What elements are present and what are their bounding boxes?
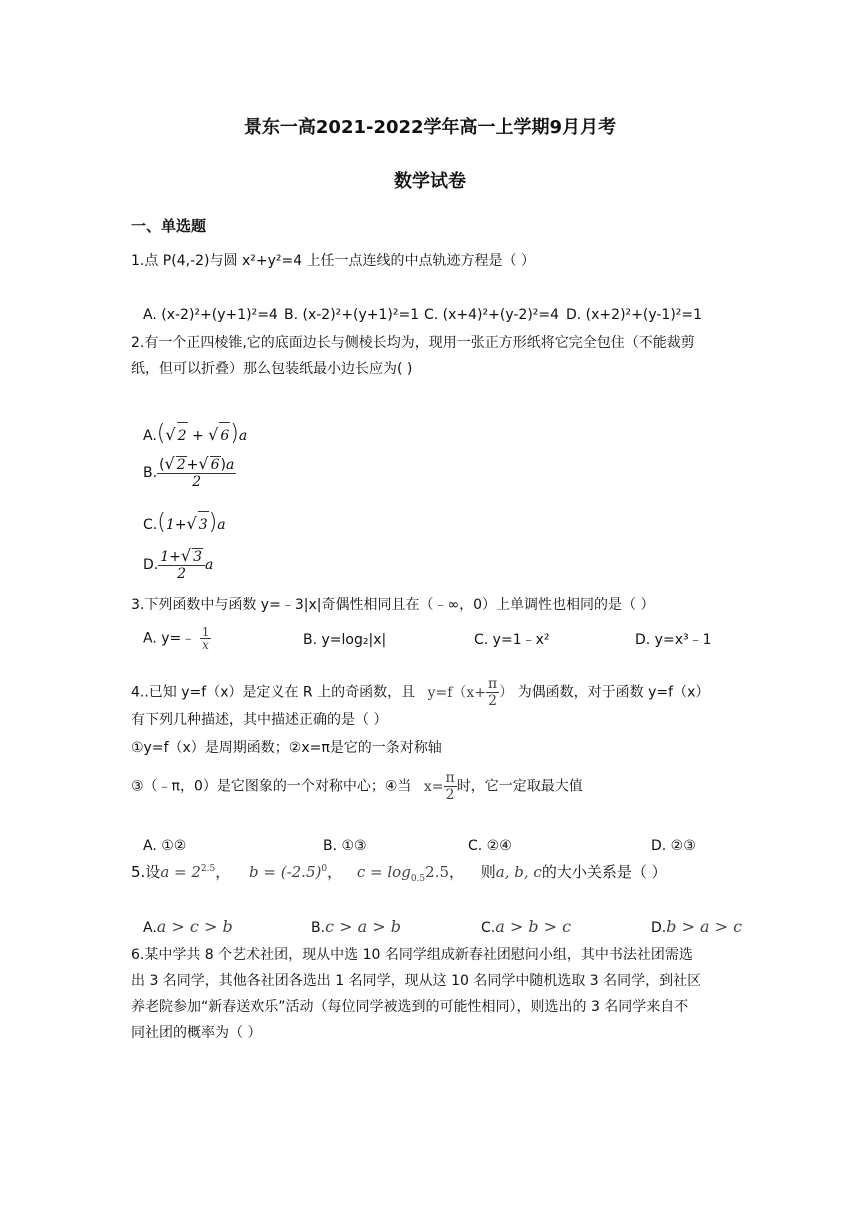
- q4-option-b: B. ①③: [323, 838, 367, 854]
- q2-stem-line2: 纸，但可以折叠）那么包装纸最小边长应为( ): [131, 361, 413, 377]
- q5-expr-c: [356, 863, 449, 884]
- q3-option-a: [143, 626, 211, 651]
- q2-c-plus: +: [174, 517, 187, 533]
- q2-b-fraction: $\frac{(√ 2+√ 6)a}{2}$: [159, 454, 235, 490]
- q4-line4-two: 2: [445, 787, 455, 803]
- q4-line4-fraction: [444, 770, 457, 803]
- q2-a-label: A.: [143, 428, 157, 444]
- q4-line4-math: x=: [423, 778, 444, 795]
- q5-expr-c-sub: 0.5: [410, 874, 426, 884]
- q2-c-sqrt3: 3: [198, 511, 209, 538]
- q4-line4-end: 时，它一定取最大值: [456, 778, 583, 795]
- q4-line4-start: ③（﹣π，0）是它图象的一个对称中心；④当: [131, 778, 412, 795]
- q1-option-a: A. (x-2)²+(y+1)²=4: [143, 307, 278, 323]
- q3-option-c: C. y=1﹣x²: [474, 632, 550, 648]
- q5-option-c: [481, 917, 571, 938]
- q2-b-var: a: [225, 457, 235, 473]
- exam-subtitle: 数学试卷: [394, 171, 466, 192]
- q2-b-plus: +: [186, 457, 199, 473]
- q1-stem: 1.点 P(4,-2)与圆 x²+y²=4 上任一点连线的中点轨迹方程是（ ）: [131, 253, 536, 269]
- q2-d-fraction: $\frac{1+√ 3}{2}$: [158, 548, 205, 582]
- q6-stem-line2: 出 3 名同学，其他各社团各选出 1 名同学，现从这 10 名同学中随机选取 3 名同学，到社区: [131, 973, 702, 989]
- q2-b-sqrt6: 6: [210, 457, 220, 473]
- q5-a-label: A.: [143, 920, 157, 936]
- q4-stem-line3: ①y=f（x）是周期函数；②x=π是它的一条对称轴: [131, 740, 442, 756]
- q1-option-b: B. (x-2)²+(y+1)²=1: [284, 307, 420, 323]
- section-heading: 一、单选题: [131, 217, 207, 235]
- q5-option-a: [143, 917, 233, 938]
- q6-stem-line4: 同社团的概率为（ ）: [131, 1025, 262, 1041]
- q2-a-sqrt6: 6: [219, 422, 230, 449]
- q4-two: 2: [488, 693, 498, 709]
- q3-stem: 3.下列函数中与函数 y=﹣3|x|奇偶性相同且在（﹣∞，0）上单调性也相同的是（ ）: [131, 597, 655, 613]
- q2-d-den: 2: [177, 566, 187, 582]
- q5-expr-c-arg: 2.5: [425, 863, 449, 881]
- q4-stem-line2: 有下列几种描述，其中描述正确的是（ ）: [131, 712, 388, 728]
- q4-option-d: D. ②③: [651, 838, 696, 854]
- q2-a-var: a: [238, 428, 248, 444]
- q5-option-d: [651, 917, 742, 938]
- q1-option-d: D. (x+2)²+(y-1)²=1: [566, 307, 703, 323]
- q5-expr-a-exp: 2.5: [200, 864, 216, 874]
- q5-mid: 则: [480, 863, 496, 881]
- q4-stem-end: 为偶函数，对于函数 y=f（x）: [517, 684, 710, 701]
- q2-d-label: D.: [143, 557, 159, 573]
- q4-stem-math: y=f（x+: [427, 684, 487, 701]
- q4-stem-line4: [131, 770, 583, 803]
- q4-stem-start: 4..已知 y=f（x）是定义在 R 上的奇函数，且: [131, 684, 416, 701]
- q5-d-label: D.: [651, 920, 667, 936]
- q2-d-one: 1: [160, 549, 170, 565]
- q2-d-var: a: [205, 557, 214, 573]
- q4-option-c: C. ②④: [468, 838, 512, 854]
- q2-option-b: [143, 456, 236, 490]
- q5-expr-b-exp: 0: [321, 864, 328, 874]
- q2-c-var: a: [217, 517, 226, 533]
- q2-b-label: B.: [143, 465, 158, 481]
- q5-vars: a, b, c: [495, 863, 542, 881]
- q6-stem-line3: 养老院参加“新春送欢乐”活动（每位同学被选到的可能性相同），则选出的 3 名同学来自不: [131, 999, 689, 1015]
- q3-a-prefix: A. y=﹣: [143, 630, 196, 647]
- exam-title: 景东一高2021-2022学年高一上学期9月月考: [243, 117, 617, 138]
- q2-option-a: A.(√ 2 + √ 6)a: [143, 421, 247, 449]
- q2-option-c: C.(1+√ 3)a: [143, 510, 226, 538]
- q5-c-label: C.: [481, 920, 496, 936]
- q5-a-math: a > c > b: [156, 917, 233, 936]
- q5-expr-a: [160, 863, 215, 881]
- q1-option-c: C. (x+4)²+(y-2)²=4: [424, 307, 560, 323]
- q3-option-d: D. y=x³﹣1: [635, 632, 712, 648]
- q5-expr-c-base: c = log: [356, 863, 411, 881]
- q6-stem-line1: 6.某中学共 8 个艺术社团，现从中选 10 名同学组成新春社团慰问小组，其中书法社团需选: [131, 947, 693, 963]
- q2-a-sqrt2: 2: [177, 422, 188, 449]
- q2-d-plus: +: [169, 549, 181, 565]
- q4-pi: π: [488, 676, 498, 692]
- q5-suffix: 的大小关系是（ ）: [541, 863, 667, 881]
- q5-stem: 5.设$a = 2^{2.5}$， $b = (-2.5)^0$， $c = \log_{0.5}2.5$， 则a, b, c的大小关系是（ ）: [131, 863, 667, 884]
- q2-d-sqrt3: 3: [193, 549, 203, 565]
- q5-option-b: [311, 917, 401, 938]
- q2-stem-line1: 2.有一个正四棱锥,它的底面边长与侧棱长均为，现用一张正方形纸将它完全包住（不能裁剪: [131, 335, 695, 351]
- q4-stem-line1: 4..已知 y=f（x）是定义在 R 上的奇函数，且 y=f（x+ $\frac{\pi}{2}$ ） 为偶函数，对于函数 y=f（x）: [131, 676, 710, 709]
- q5-b-math: c > a > b: [325, 917, 401, 936]
- q3-a-fraction: [200, 626, 212, 651]
- q2-c-label: C.: [143, 517, 158, 533]
- q4-option-a: A. ①②: [143, 838, 187, 854]
- q3-a-den: x: [202, 638, 209, 652]
- q3-option-b: B. y=log₂|x|: [303, 632, 387, 648]
- q2-b-den: 2: [192, 474, 202, 490]
- q5-expr-a-base: a = 2: [160, 863, 201, 881]
- q5-expr-b-base: b = (-2.5): [249, 863, 322, 881]
- q2-a-plus: +: [191, 428, 204, 444]
- q5-d-math: b > a > c: [666, 917, 743, 936]
- q4-pi-over-2: [486, 676, 499, 709]
- q5-expr-b: [249, 863, 327, 881]
- q5-c-math: a > b > c: [495, 917, 572, 936]
- q4-line4-pi: π: [445, 770, 455, 786]
- q5-prefix: 5.设: [131, 863, 161, 881]
- q3-a-num: 1: [201, 625, 210, 639]
- q5-b-label: B.: [311, 920, 326, 936]
- q2-b-sqrt2: 2: [176, 457, 186, 473]
- q2-c-one: 1: [165, 517, 175, 533]
- q2-option-d: [143, 548, 213, 582]
